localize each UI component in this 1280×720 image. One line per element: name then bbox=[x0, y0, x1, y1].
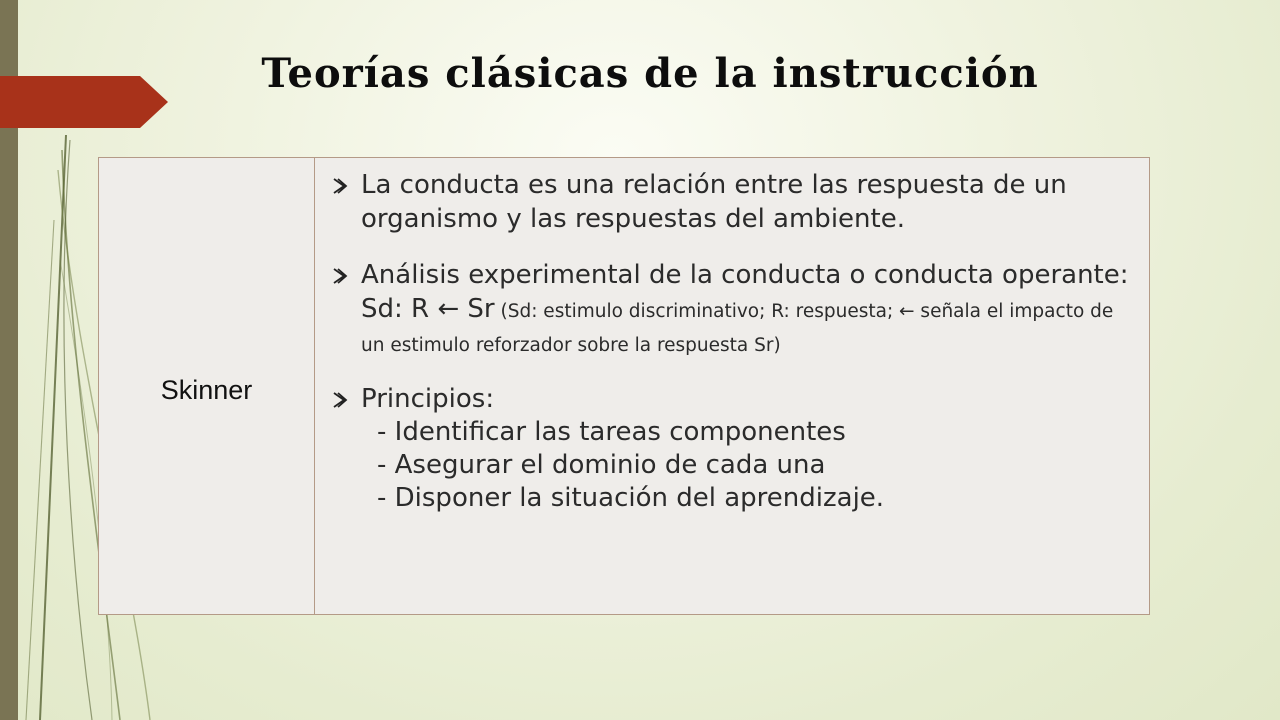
bullet-text: Principios: bbox=[361, 384, 495, 414]
theorist-name: Skinner bbox=[160, 374, 253, 405]
list-item: - Disponer la situación del aprendizaje. bbox=[377, 483, 885, 513]
bullet-note: (Sd: estimulo discriminativo; R: respuesta; ← señala el impacto de un estimulo reforzador sobre la respuesta Sr) bbox=[361, 301, 1114, 356]
list-item: - Identificar las tareas componentes bbox=[377, 417, 846, 447]
bullet-principles bbox=[331, 382, 1135, 515]
arrow-tab-icon bbox=[0, 76, 168, 128]
arrow-bullet-icon bbox=[331, 177, 349, 195]
bullet-text: Análisis experimental de la conducta o conducta operante: Sd: R ← Sr bbox=[361, 260, 1129, 324]
bullet-analysis bbox=[331, 258, 1135, 360]
principles-list bbox=[361, 416, 1135, 515]
bullet-definition bbox=[331, 168, 1135, 236]
arrow-bullet-icon bbox=[331, 391, 349, 409]
list-item: - Asegurar el dominio de cada una bbox=[377, 450, 826, 480]
theorist-cell bbox=[99, 158, 315, 615]
description-cell bbox=[315, 158, 1150, 615]
slide-title: Teorías clásicas de la instrucción bbox=[261, 50, 1039, 97]
content-table bbox=[98, 157, 1150, 615]
bullet-text: La conducta es una relación entre las respuesta de un organismo y las respuestas del ambiente. bbox=[361, 170, 1067, 234]
arrow-bullet-icon bbox=[331, 267, 349, 285]
